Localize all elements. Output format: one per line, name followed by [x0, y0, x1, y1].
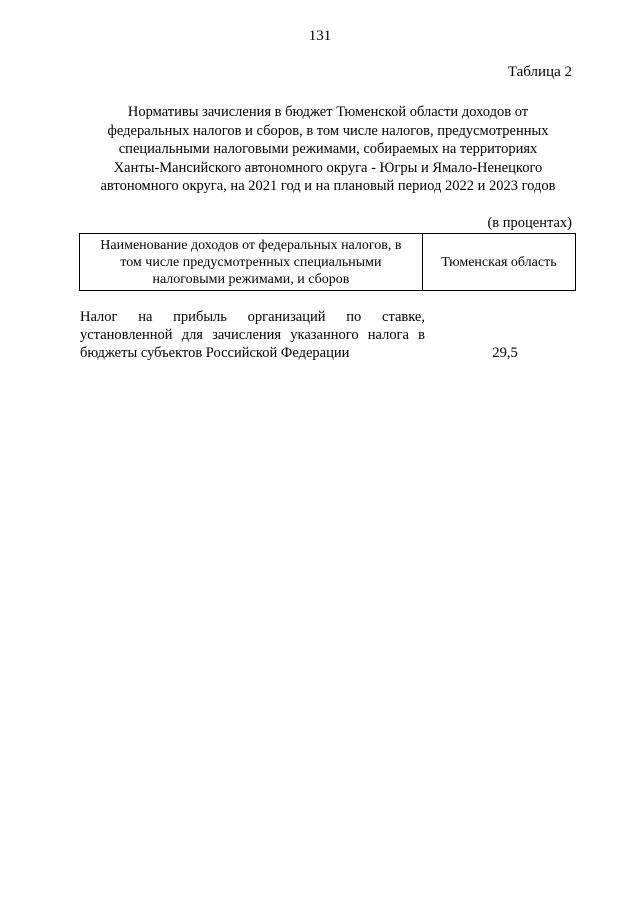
row-label-line: установленной для зачисления указанного налога в: [80, 327, 425, 343]
table-row-label: [80, 308, 425, 362]
header-line: налоговыми режимами, и сборов: [152, 271, 350, 287]
page-number: 131: [308, 28, 332, 44]
title-line: специальными налоговыми режимами, собираемых на территориях: [118, 141, 538, 157]
title-line: федеральных налогов и сборов, в том числе налогов, предусмотренных: [107, 122, 549, 139]
row-label-line: бюджеты субъектов Российской Федерации: [80, 345, 350, 361]
table-row-value: 29,5: [492, 345, 518, 361]
title-line: автономного округа, на 2021 год и на плановый период 2022 и 2023 годов: [100, 178, 556, 194]
document-title: [80, 103, 576, 196]
table-header-row: [80, 234, 576, 291]
title-line: Нормативы зачисления в бюджет Тюменской области доходов от: [127, 104, 529, 120]
header-table: [79, 233, 576, 291]
header-region: Тюменская область: [422, 234, 575, 291]
title-line: Ханты-Мансийского автономного округа - Югры и Ямало-Ненецкого: [113, 159, 543, 176]
row-label-line: Налог на прибыль организаций по ставке,: [80, 309, 425, 325]
table-caption: Таблица 2: [507, 64, 572, 80]
header-line: Наименование доходов от федеральных налогов, в: [100, 237, 402, 253]
header-income-name: [80, 234, 423, 291]
units-note: (в процентах): [487, 215, 572, 231]
header-line: том числе предусмотренных специальными: [120, 254, 382, 270]
